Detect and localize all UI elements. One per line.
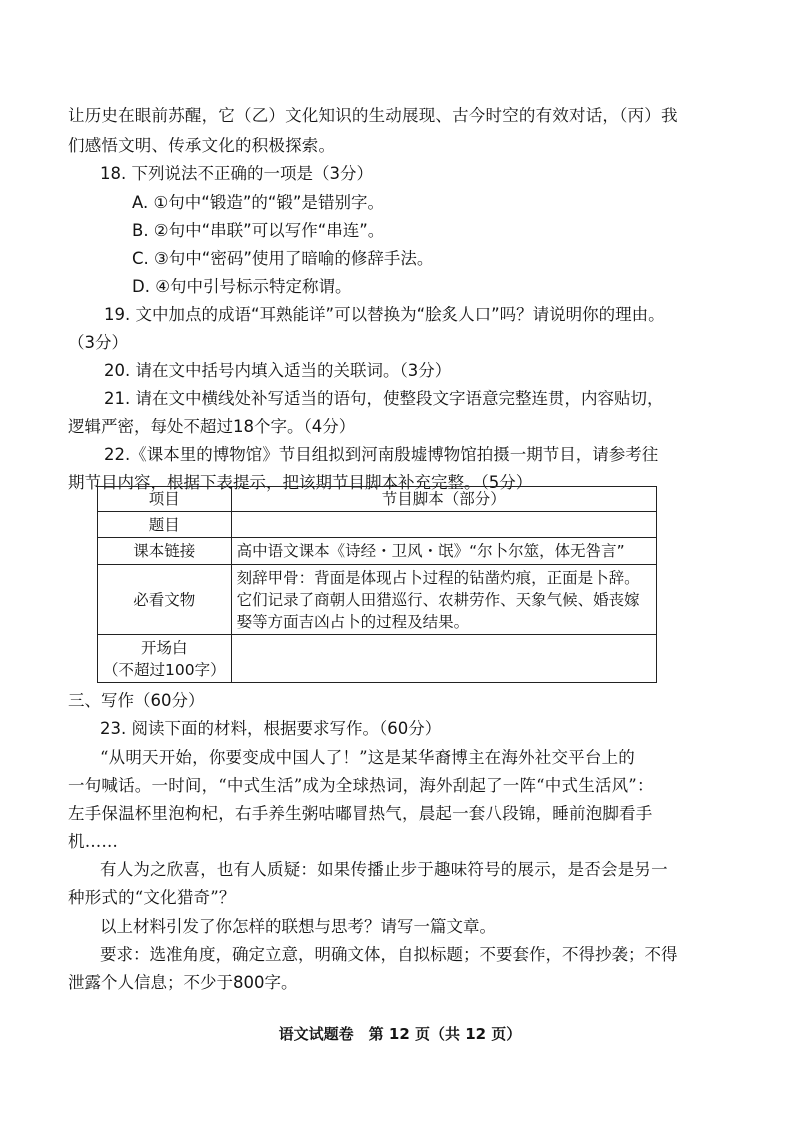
table-header-script: 节目脚本（部分） <box>231 487 656 512</box>
q23-material-line-5: 有人为之欣喜，也有人质疑：如果传播止步于趣味符号的展示，是否会是另一 <box>100 860 668 879</box>
title-blank-cell <box>231 512 656 538</box>
q20-text: 20. 请在文中括号内填入适当的关联词。（3分） <box>104 361 452 380</box>
q23-material-line-3: 左手保温杯里泡枸杞，右手养生粥咕嘟冒热气，晨起一套八段锦，睡前泡脚看手 <box>68 804 653 823</box>
q23-material-line-1: “从明天开始，你要变成中国人了！”这是某华裔博主在海外社交平台上的 <box>100 748 635 767</box>
table-row-label: 题目 <box>98 512 232 538</box>
q23-requirements-line-2: 泄露个人信息；不少于800字。 <box>68 973 298 992</box>
opening-limit: （不超过100字） <box>103 660 226 679</box>
q19-line-2: （3分） <box>68 333 128 352</box>
q18-option-b: B. ②句中“串联”可以写作“串连”。 <box>132 221 385 240</box>
table-row <box>98 512 657 538</box>
table-row-label: 必看文物 <box>98 565 232 635</box>
q18-option-d: D. ④句中引号标示特定称谓。 <box>132 277 352 296</box>
q18-option-a: A. ①句中“锻造”的“锻”是错别字。 <box>132 193 384 212</box>
q23-material-line-6: 种形式的“文化猎奇”？ <box>68 888 236 907</box>
q23-prompt: 以上材料引发了你怎样的联想与思考？请写一篇文章。 <box>100 917 496 936</box>
textbook-link-cell: 高中语文课本《诗经・卫风・氓》“尔卜尔筮，体无咎言” <box>231 538 656 565</box>
q18-stem: 18. 下列说法不正确的一项是（3分） <box>100 164 373 183</box>
page-footer: 语文试题卷 第 12 页（共 12 页） <box>278 1025 522 1043</box>
artifact-line-3: 娶等方面吉凶占卜的过程及结果。 <box>236 612 470 631</box>
q18-option-c: C. ③句中“密码”使用了暗喻的修辞手法。 <box>132 249 434 268</box>
table-row-label <box>98 635 232 683</box>
q19-line-1: 19. 文中加点的成语“耳熟能详”可以替换为“脍炙人口”吗？请说明你的理由。 <box>104 305 665 324</box>
q21-line-2: 逻辑严密，每处不超过18个字。（4分） <box>68 417 356 436</box>
section-writing-heading: 三、写作（60分） <box>68 691 205 710</box>
table-row <box>98 565 657 635</box>
table-header-item: 项目 <box>98 487 232 512</box>
intro-line-2: 们感悟文明、传承文化的积极探索。 <box>68 136 336 155</box>
q23-requirements-line-1: 要求：选准角度，确定立意，明确文体，自拟标题；不要套作，不得抄袭；不得 <box>100 945 678 964</box>
artifact-line-2: 它们记录了商朝人田猎巡行、农耕劳作、天象气候、婚丧嫁 <box>236 590 640 609</box>
q23-stem: 23. 阅读下面的材料，根据要求写作。（60分） <box>100 719 442 738</box>
q21-line-1: 21. 请在文中横线处补写适当的语句，使整段文字语意完整连贯，内容贴切， <box>104 389 664 408</box>
table-row-label: 课本链接 <box>98 538 232 565</box>
q23-material-line-4: 机…… <box>68 832 119 851</box>
artifact-line-1: 刻辞甲骨：背面是体现占卜过程的钻凿灼痕，正面是卜辞。 <box>236 568 640 587</box>
program-script-table <box>97 486 657 683</box>
opening-label: 开场白 <box>141 638 188 657</box>
intro-line-1: 让历史在眼前苏醒，它（乙）文化知识的生动展现、古今时空的有效对话，（丙）我 <box>68 106 678 125</box>
table-header-row <box>98 487 657 512</box>
table-row <box>98 635 657 683</box>
q23-material-line-2: 一句喊话。一时间，“中式生活”成为全球热词，海外刮起了一阵“中式生活风”： <box>68 776 654 795</box>
q22-line-1: 22.《课本里的博物馆》节目组拟到河南殷墟博物馆拍摄一期节目，请参考往 <box>104 445 659 464</box>
opening-blank-cell <box>231 635 656 683</box>
table-row <box>98 538 657 565</box>
artifact-cell <box>231 565 656 635</box>
q22-line-2: 期节目内容，根据下表提示，把该期节目脚本补充完整。（5分） <box>68 473 533 492</box>
